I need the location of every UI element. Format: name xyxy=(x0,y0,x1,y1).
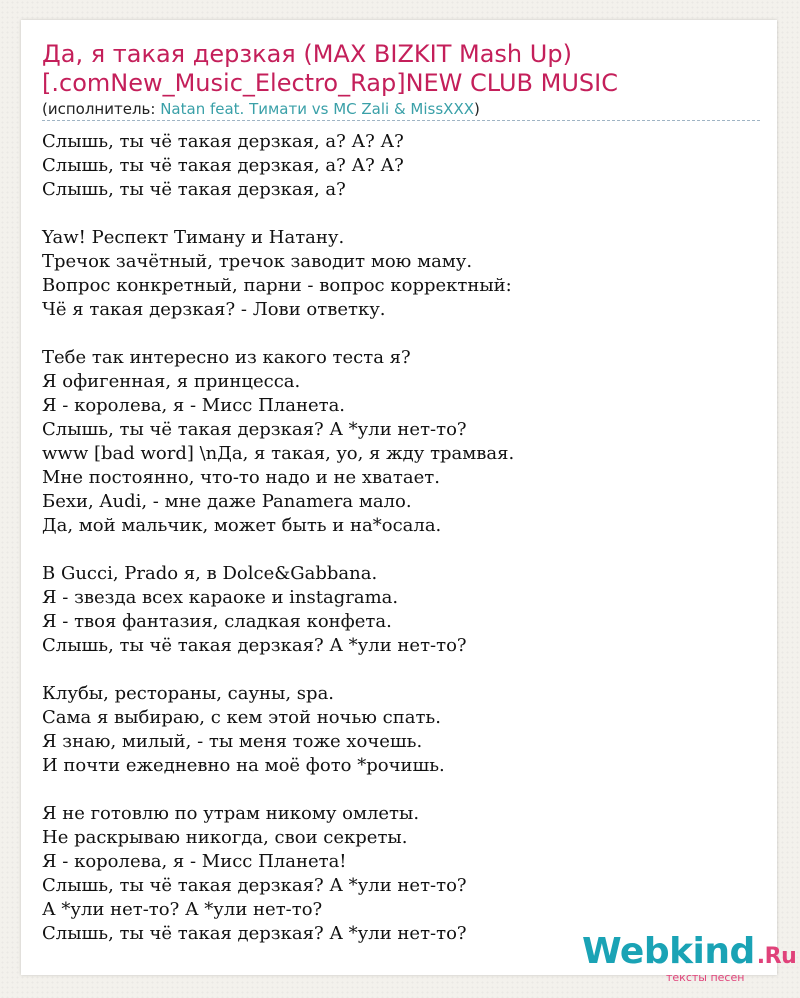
lyrics-text xyxy=(42,130,762,946)
lyric-line: Тречок зачётный, тречок заводит мою маму. xyxy=(42,251,473,272)
lyric-line: Сама я выбираю, с кем этой ночью спать. xyxy=(42,707,441,728)
lyric-line: Слышь, ты чё такая дерзкая? А *ули нет-то? xyxy=(42,635,467,656)
lyric-blank-line xyxy=(42,322,762,346)
lyric-line: Да, мой мальчик, может быть и на*осала. xyxy=(42,515,442,536)
webkind-logo[interactable] xyxy=(582,930,797,990)
artist-prefix: (исполнитель: xyxy=(42,100,161,118)
lyric-line: Слышь, ты чё такая дерзкая? А *ули нет-то? xyxy=(42,875,467,896)
artist-line xyxy=(42,100,760,121)
logo-name: Webkind xyxy=(582,931,755,972)
lyric-line: Я - королева, я - Мисс Планета. xyxy=(42,395,346,416)
lyric-line: Я знаю, милый, - ты меня тоже хочешь. xyxy=(42,731,423,752)
content-card xyxy=(21,20,797,984)
lyric-line: Я - королева, я - Мисс Планета! xyxy=(42,851,347,872)
lyric-line: Я - звезда всех караоке и instagrama. xyxy=(42,587,399,608)
lyric-blank-line xyxy=(42,658,762,682)
lyric-line: А *ули нет-то? А *ули нет-то? xyxy=(42,899,323,920)
lyric-line: Я офигенная, я принцесса. xyxy=(42,371,301,392)
lyric-line: www [bad word] \nДа, я такая, yo, я жду трамвая. xyxy=(42,443,515,464)
lyric-line: Я - твоя фантазия, сладкая конфета. xyxy=(42,611,392,632)
logo-tld: .Ru xyxy=(756,944,797,969)
lyric-line: Мне постоянно, что-то надо и не хватает. xyxy=(42,467,440,488)
lyric-line: Yaw! Респект Тиману и Натану. xyxy=(42,227,345,248)
lyric-line: Я не готовлю по утрам никому омлеты. xyxy=(42,803,420,824)
lyric-line: Не раскрываю никогда, свои секреты. xyxy=(42,827,408,848)
lyric-line: Бехи, Audi, - мне даже Panamera мало. xyxy=(42,491,412,512)
lyric-line: Тебе так интересно из какого теста я? xyxy=(42,347,411,368)
lyric-line: Клубы, рестораны, сауны, spa. xyxy=(42,683,335,704)
lyric-line: Слышь, ты чё такая дерзкая? А *ули нет-то? xyxy=(42,419,467,440)
lyric-line: В Gucci, Prado я, в Dolce&Gabbana. xyxy=(42,563,378,584)
lyric-blank-line xyxy=(42,538,762,562)
song-title-line2: [.comNew_Music_Electro_Rap]NEW CLUB MUSIC xyxy=(42,69,618,97)
lyric-line: Слышь, ты чё такая дерзкая, а? А? А? xyxy=(42,155,404,176)
logo-tagline: тексты песен xyxy=(666,971,745,984)
lyric-line: Вопрос конкретный, парни - вопрос корректный: xyxy=(42,275,512,296)
lyric-line: Слышь, ты чё такая дерзкая? А *ули нет-то? xyxy=(42,923,467,944)
artist-suffix: ) xyxy=(474,100,480,118)
song-title-line1: Да, я такая дерзкая (MAX BIZKIT Mash Up) xyxy=(42,40,572,68)
lyric-line: Слышь, ты чё такая дерзкая, а? xyxy=(42,179,346,200)
artist-link[interactable]: Natan feat. Тимати vs MC Zali & MissXXX xyxy=(160,100,475,118)
lyric-line: Слышь, ты чё такая дерзкая, а? А? А? xyxy=(42,131,404,152)
song-title xyxy=(42,40,762,98)
lyric-line: И почти ежедневно на моё фото *рочишь. xyxy=(42,755,445,776)
lyric-blank-line xyxy=(42,202,762,226)
lyric-line: Чё я такая дерзкая? - Лови ответку. xyxy=(42,299,386,320)
lyric-blank-line xyxy=(42,778,762,802)
